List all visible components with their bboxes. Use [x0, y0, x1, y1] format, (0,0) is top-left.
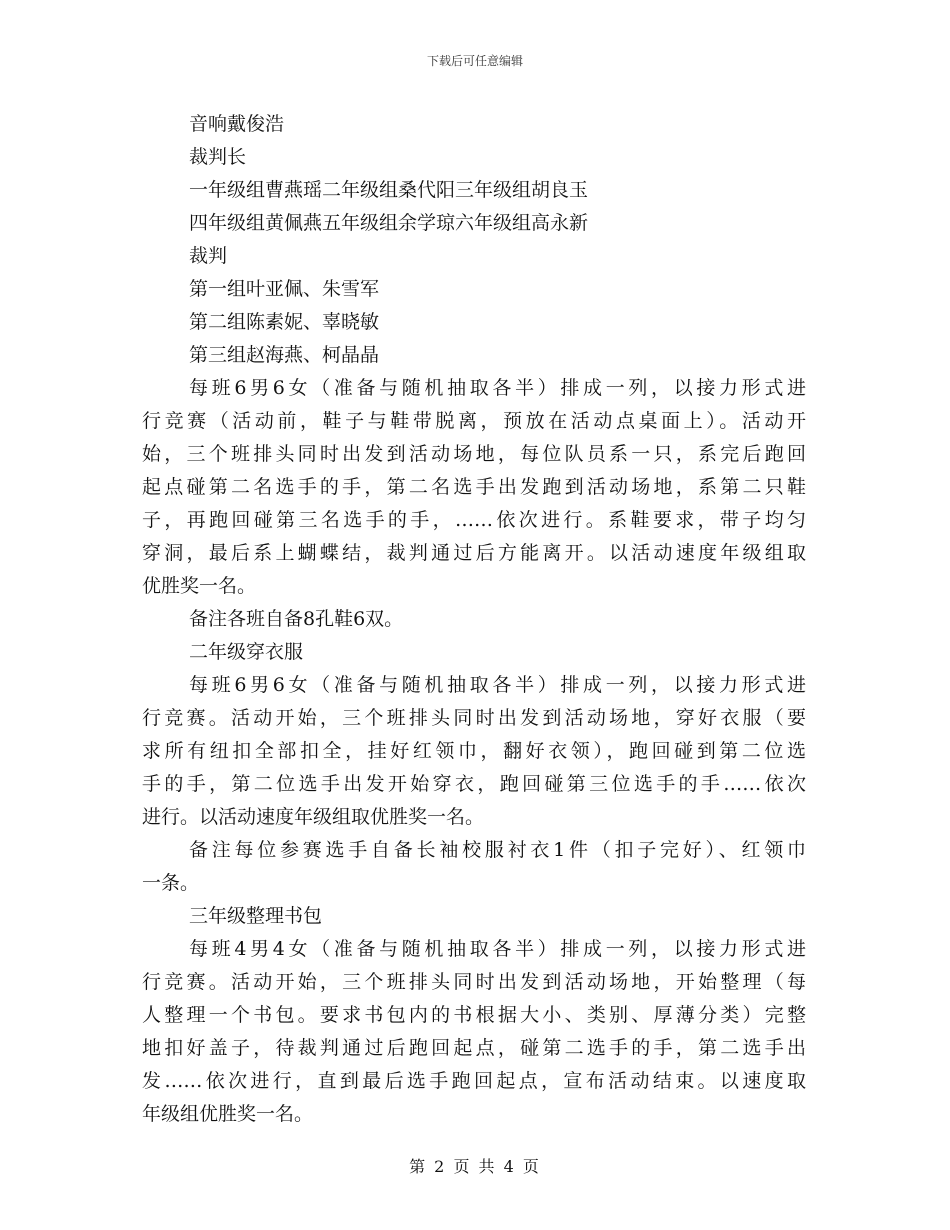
page-footer: 第 2 页 共 4 页	[409, 1157, 541, 1176]
text-line: 一年级组曹燕瑶二年级组桑代阳三年级组胡良玉	[189, 179, 589, 201]
text-line: 进行。以活动速度年级组取优胜奖一名。	[142, 806, 485, 828]
text-line: 每班6男6女（准备与随机抽取各半）排成一列，以接力形式进	[189, 674, 806, 696]
text-line: 备注各班自备8孔鞋6双。	[189, 608, 404, 630]
text-line: 二年级穿衣服	[189, 641, 304, 663]
document-body	[142, 108, 806, 1131]
text-line: 手的手，第二位选手出发开始穿衣，跑回碰第三位选手的手……依次	[142, 773, 806, 795]
text-line: 求所有纽扣全部扣全，挂好红领巾，翻好衣领），跑回碰到第二位选	[142, 740, 806, 762]
text-line: 年级组优胜奖一名。	[142, 1103, 314, 1125]
text-line: 行竞赛（活动前，鞋子与鞋带脱离，预放在活动点桌面上）。活动开	[142, 410, 806, 432]
text-line: 优胜奖一名。	[142, 575, 257, 597]
text-line: 每班4男4女（准备与随机抽取各半）排成一列，以接力形式进	[189, 938, 806, 960]
page-header: 下载后可任意编辑	[426, 54, 523, 68]
text-line: 音响戴俊浩	[189, 113, 285, 135]
text-line: 第一组叶亚佩、朱雪军	[189, 278, 380, 300]
text-line: 第三组赵海燕、柯晶晶	[189, 344, 380, 366]
text-line: 每班6男6女（准备与随机抽取各半）排成一列，以接力形式进	[189, 377, 806, 399]
text-line: 行竞赛。活动开始，三个班排头同时出发到活动场地，穿好衣服（要	[142, 707, 806, 729]
text-line: 裁判长	[189, 146, 247, 168]
text-line: 发……依次进行，直到最后选手跑回起点，宣布活动结束。以速度取	[142, 1070, 806, 1092]
text-line: 四年级组黄佩燕五年级组余学琼六年级组高永新	[189, 212, 589, 234]
text-line: 行竞赛。活动开始，三个班排头同时出发到活动场地，开始整理（每	[142, 971, 806, 993]
text-line: 备注每位参赛选手自备长袖校服衬衣1件（扣子完好）、红领巾	[189, 839, 806, 861]
text-line: 始，三个班排头同时出发到活动场地，每位队员系一只，系完后跑回	[142, 443, 806, 465]
text-line: 三年级整理书包	[189, 905, 323, 927]
text-line: 人整理一个书包。要求书包内的书根据大小、类别、厚薄分类）完整	[142, 1004, 806, 1026]
text-line: 穿洞，最后系上蝴蝶结，裁判通过后方能离开。以活动速度年级组取	[142, 542, 806, 564]
text-line: 地扣好盖子，待裁判通过后跑回起点，碰第二选手的手，第二选手出	[142, 1037, 806, 1059]
text-line: 一条。	[142, 872, 200, 894]
text-line: 裁判	[189, 245, 228, 267]
text-line: 子，再跑回碰第三名选手的手，……依次进行。系鞋要求，带子均匀	[142, 509, 806, 531]
text-line: 起点碰第二名选手的手，第二名选手出发跑到活动场地，系第二只鞋	[142, 476, 806, 498]
text-line: 第二组陈素妮、辜晓敏	[189, 311, 380, 333]
